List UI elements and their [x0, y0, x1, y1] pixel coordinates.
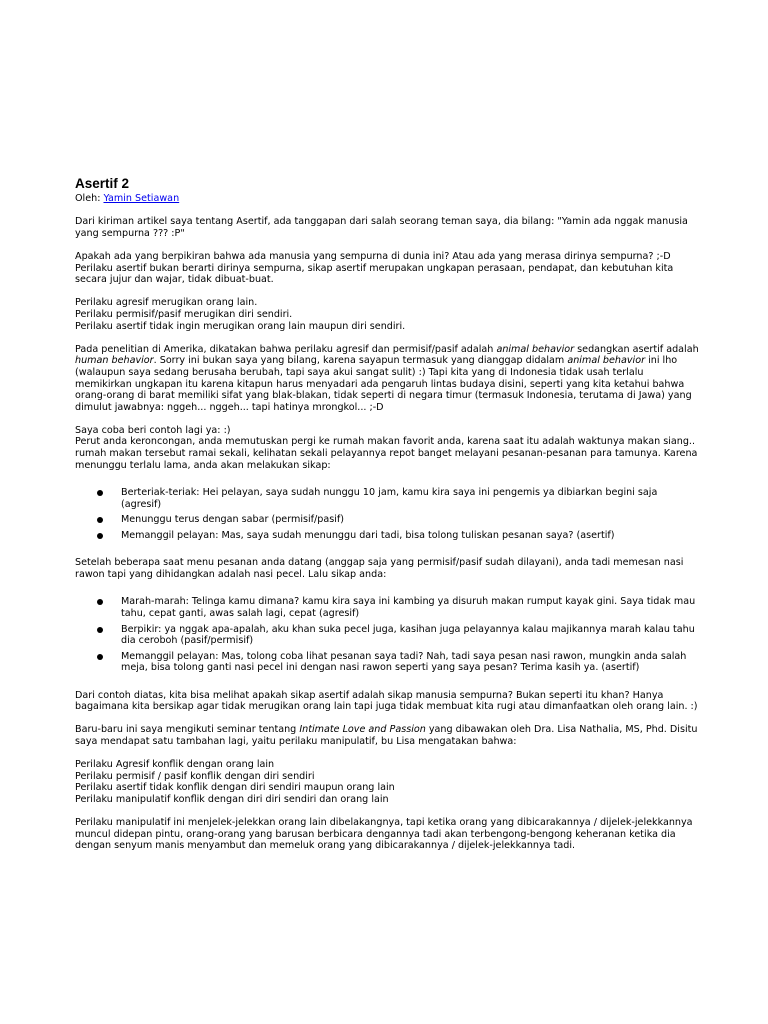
- emphasis-animal-behavior: animal behavior: [567, 355, 646, 367]
- list-item: [75, 530, 700, 542]
- emphasis-animal-behavior: animal behavior: [496, 343, 575, 355]
- bullet-icon: [97, 599, 103, 605]
- conflict-line-asertif: Perilaku asertif tidak konflik dengan diri sendiri maupun orang lain: [75, 782, 395, 794]
- example-list-2: [75, 596, 700, 674]
- behavior-line-permisif: Perilaku permisif/pasif merugikan diri sendiri.: [75, 308, 293, 320]
- article: [75, 176, 700, 852]
- list-item: [75, 624, 700, 647]
- text-run: . Sorry ini bukan saya yang bilang, karena sayapun termasuk yang dianggap didalam: [153, 355, 568, 367]
- list-item: [75, 487, 700, 510]
- conflict-line-agresif: Perilaku Agresif konflik dengan orang lain: [75, 759, 275, 771]
- byline-prefix: Oleh:: [75, 193, 104, 204]
- list-item-text: Memanggil pelayan: Mas, saya sudah menunggu dari tadi, bisa tolong tuliskan pesanan saya? (asertif): [121, 530, 615, 542]
- text-run: Pada penelitian di Amerika, dikatakan bahwa perilaku agresif dan permisif/pasif adalah: [75, 343, 497, 355]
- emphasis-seminar-title: Intimate Love and Passion: [299, 724, 426, 736]
- text-run: sedangkan asertif adalah: [574, 343, 699, 355]
- conflict-line-permisif: Perilaku permisif / pasif konflik dengan diri sendiri: [75, 770, 315, 782]
- paragraph-definition: Perilaku asertif bukan berarti dirinya sempurna, sikap asertif merupakan ungkapan perasaan, pendapat, dan kebutuhan kita secara jujur dan wajar, tidak dibuat-buat.: [75, 262, 674, 286]
- bullet-icon: [97, 533, 103, 539]
- bullet-icon: [97, 517, 103, 523]
- paragraph-question: Apakah ada yang berpikiran bahwa ada manusia yang sempurna di dunia ini? Atau ada yang merasa dirinya sempurna? ;-D: [75, 250, 671, 262]
- list-item: [75, 596, 700, 619]
- author-link[interactable]: Yamin Setiawan: [103, 193, 180, 204]
- bullet-icon: [97, 490, 103, 496]
- list-item-text: Berteriak-teriak: Hei pelayan, saya sudah nunggu 10 jam, kamu kira saya ini pengemis ya dibiarkan begini saja (agresif): [121, 487, 658, 510]
- paragraph-research: [75, 344, 700, 414]
- text-run: yang dibawakan oleh Dra. Lisa Nathalia, MS, Phd. Disitu saya mendapat satu tambahan lagi, yaitu perilaku manipulatif, bu Lisa mengatakan bahwa:: [75, 724, 698, 747]
- paragraph-seminar: [75, 724, 700, 747]
- conflict-line-manipulatif: Perilaku manipulatif konflik dengan diri diri sendiri dan orang lain: [75, 793, 389, 805]
- behavior-line-agresif: Perilaku agresif merugikan orang lain.: [75, 297, 258, 309]
- paragraph-example-intro: Saya coba beri contoh lagi ya: :): [75, 424, 231, 436]
- behavior-line-asertif: Perilaku asertif tidak ingin merugikan orang lain maupun diri sendiri.: [75, 320, 406, 332]
- bullet-icon: [97, 627, 103, 633]
- list-item: [75, 651, 700, 674]
- text-run: ini lho (walaupun saya sedang berusaha berubah, tapi saya akui sangat sulit) :) Tapi kita yang di Indonesia tidak usah terlalu memikirkan ungkapan itu karena kitapun harus menyadari ada pengaruh lintas budaya disini, seperti yang kita ketahui bahwa orang-orang di barat memiliki sifat yang blak-blakan, tidak seperti di negara timur (termasuk Indonesia, terutama di Jawa) yang dimulut jawabnya: nggeh... nggeh... tapi hatinya mrongkol... ;-D: [75, 355, 692, 413]
- list-item-text: Memanggil pelayan: Mas, tolong coba lihat pesanan saya tadi? Nah, tadi saya pesan nasi rawon, mungkin anda salah meja, bisa tolong ganti nasi pecel ini dengan nasi rawon seperti yang saya pesan? Terima kasih ya. (asertif): [121, 650, 687, 674]
- list-item-text: Menunggu terus dengan sabar (permisif/pasif): [121, 514, 345, 526]
- paragraph-manipulative: Perilaku manipulatif ini menjelek-jelekkan orang lain dibelakangnya, tapi ketika orang yang dibicarakannya / dijelek-jelekkannya muncul didepan pintu, orang-orang yang barusan berbicara dengannya tadi akan terbengong-bengong keheranan ketika dia dengan senyum manis menyambut dan memeluk orang yang dibicarakannya / dijelek-jelekkannya tadi.: [75, 817, 693, 852]
- list-item-text: Marah-marah: Telinga kamu dimana? kamu kira saya ini kambing ya disuruh makan rumput kayak gini. Saya tidak mau tahu, cepat ganti, awas salah lagi, cepat (agresif): [121, 596, 696, 619]
- emphasis-human-behavior: human behavior: [75, 355, 154, 367]
- bullet-icon: [97, 654, 103, 660]
- paragraph-scenario-1: Perut anda keroncongan, anda memutuskan pergi ke rumah makan favorit anda, karena saat itu adalah waktunya makan siang.. rumah makan tersebut ramai sekali, kelihatan sekali pelayannya repot banget melayani pesanan-pesanan para tamunya. Karena menunggu terlalu lama, anda akan melakukan sikap:: [75, 436, 698, 471]
- text-run: Baru-baru ini saya mengikuti seminar tentang: [75, 724, 300, 736]
- paragraph-intro: Dari kiriman artikel saya tentang Asertif, ada tanggapan dari salah seorang teman saya, dia bilang: "Yamin ada nggak manusia yang sempurna ??? :P": [75, 216, 688, 239]
- list-item-text: Berpikir: ya nggak apa-apalah, aku khan suka pecel juga, kasihan juga pelayannya kalau majikannya marah kalau tahu dia ceroboh (pasif/permisif): [121, 623, 695, 647]
- paragraph-conclusion: Dari contoh diatas, kita bisa melihat apakah sikap asertif adalah sikap manusia sempurna? Bukan seperti itu khan? Hanya bagaimana kita bersikap agar tidak merugikan orang lain tapi juga tidak membuat kita rugi atau dimanfaatkan oleh orang lain. :): [75, 689, 698, 713]
- article-title: Asertif 2: [75, 176, 130, 191]
- byline: [75, 193, 700, 205]
- example-list-1: [75, 487, 700, 541]
- paragraph-scenario-2: Setelah beberapa saat menu pesanan anda datang (anggap saja yang permisif/pasif sudah dilayani), anda tadi memesan nasi rawon tapi yang dihidangkan adalah nasi pecel. Lalu sikap anda:: [75, 557, 684, 580]
- list-item: [75, 514, 700, 526]
